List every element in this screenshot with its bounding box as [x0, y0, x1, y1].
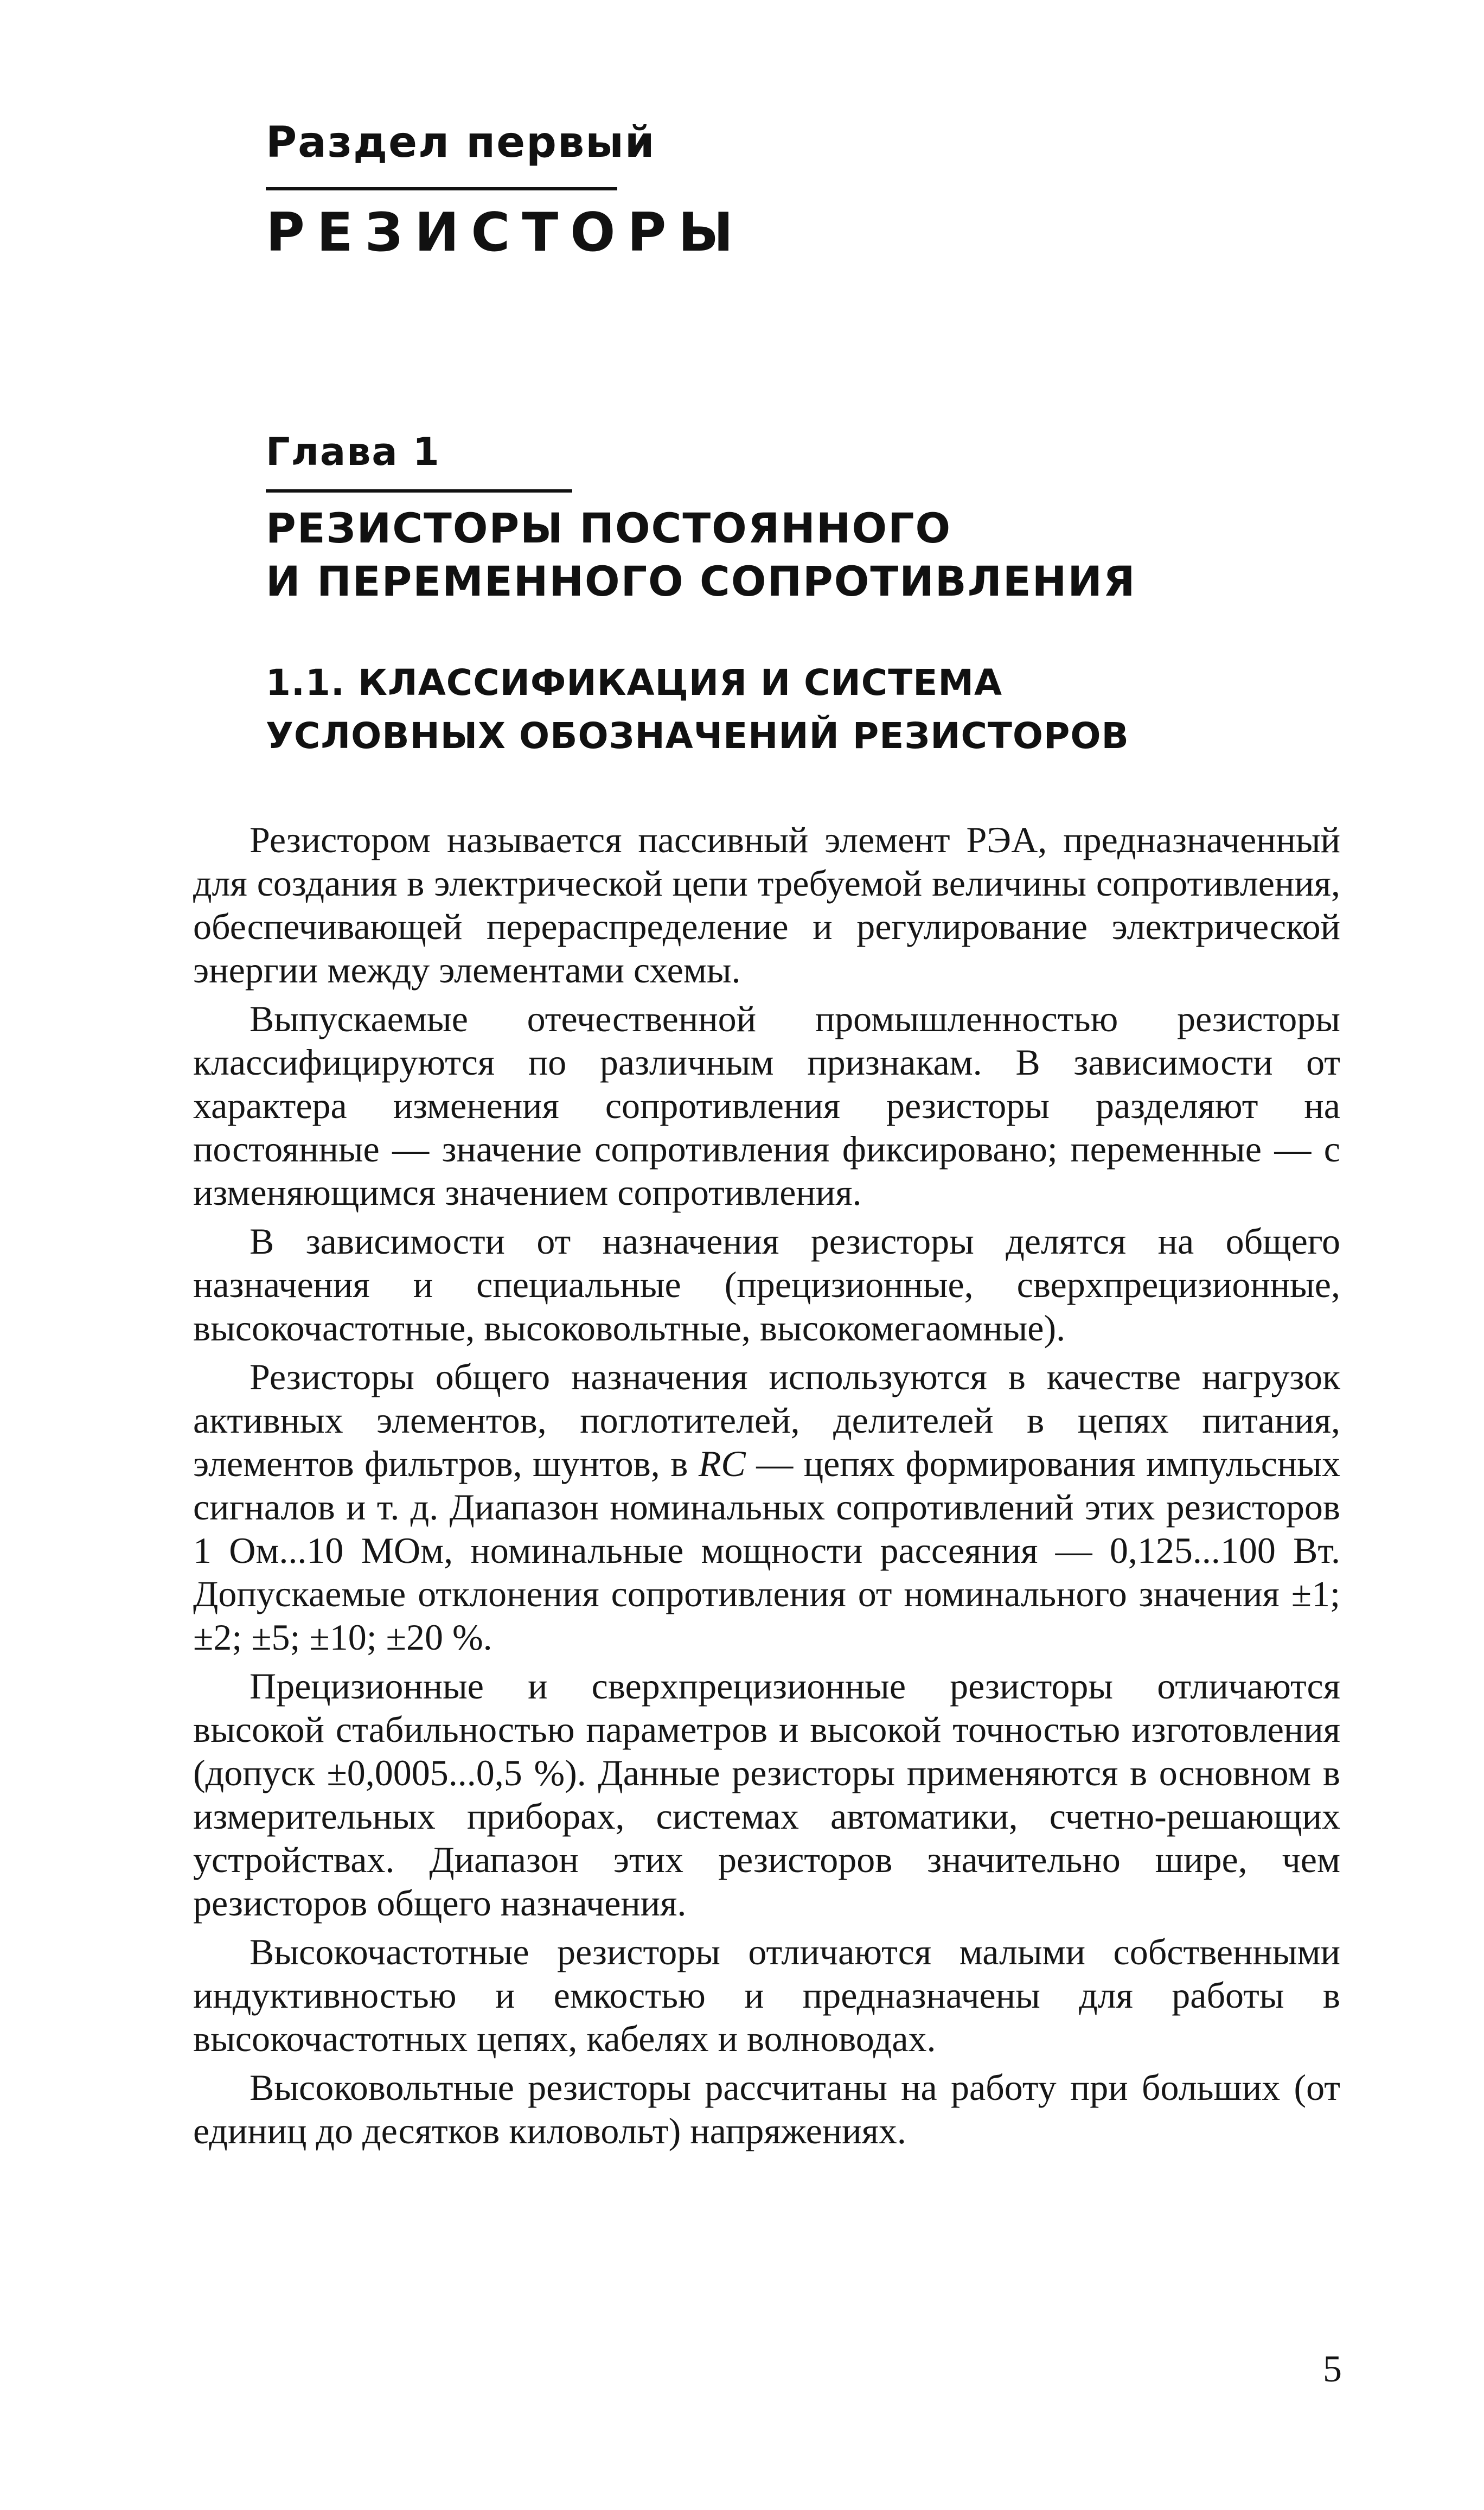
paragraph-3: В зависимости от назначения резисторы делятся на общего назначения и специальные (прецизионные, сверхпрецизионные, высокочастотные, высоковольтные, высокомегаомные). — [193, 1221, 1340, 1349]
subsection-title — [266, 656, 1129, 763]
section-label: Раздел первый — [266, 118, 656, 167]
paragraph-1: Резистором называется пассивный элемент РЭА, предназначенный для создания в электрической цепи требуемой величины сопротивления, обеспечивающей перераспределение и регулирование электрической энергии между элементами схемы. — [193, 819, 1340, 991]
chapter-title — [266, 502, 1136, 608]
paragraph-2: Выпускаемые отечественной промышленностью резисторы классифицируются по различным признакам. В зависимости от характера изменения сопротивления резисторы разделяют на постоянные — значение сопротивления фиксировано; переменные — с изменяющимся значением сопротивления. — [193, 998, 1340, 1213]
body-text — [193, 818, 1340, 2158]
chapter-title-line-1: РЕЗИСТОРЫ ПОСТОЯННОГО — [266, 504, 952, 552]
rc-term: RC — [698, 1443, 746, 1484]
paragraph-7: Высоковольтные резисторы рассчитаны на работу при больших (от единиц до десятков киловольт) напряжениях. — [193, 2067, 1340, 2151]
paragraph-4-start: Резисторы общего назначения используются в качестве нагрузок активных элементов, поглотителей, делителей в цепях питания, элементов фильтров, шунтов, в — [193, 1356, 1340, 1484]
section-underline — [266, 187, 617, 190]
paragraph-4-end: — цепях формирования импульсных сигналов и т. д. Диапазон номинальных сопротивлений этих резисторов 1 Ом...10 МОм, номинальные мощности рассеяния — 0,125...100 Вт. Допускаемые отклонения сопротивления от номинального значения ±1; ±2; ±5; ±10; ±20 %. — [193, 1443, 1340, 1658]
section-title: РЕЗИСТОРЫ — [266, 202, 745, 264]
subsection-title-line-1: 1.1. КЛАССИФИКАЦИЯ И СИСТЕМА — [266, 662, 1003, 704]
subsection-title-line-2: УСЛОВНЫХ ОБОЗНАЧЕНИЙ РЕЗИСТОРОВ — [266, 715, 1129, 757]
paragraph-6: Высокочастотные резисторы отличаются малыми собственными индуктивностью и емкостью и предназначены для работы в высокочастотных цепях, кабелях и волноводах. — [193, 1931, 1340, 2059]
chapter-title-line-2: И ПЕРЕМЕННОГО СОПРОТИВЛЕНИЯ — [266, 557, 1136, 605]
paragraph-4 — [193, 1355, 1340, 1659]
paragraph-5: Прецизионные и сверхпрецизионные резисторы отличаются высокой стабильностью параметров и высокой точностью изготовления (допуск ±0,0005...0,5 %). Данные резисторы применяются в основном в измерительных приборах, системах автоматики, счетно-решающих устройствах. Диапазон этих резисторов значительно шире, чем резисторов общего назначения. — [193, 1665, 1340, 1924]
page-number: 5 — [1323, 2348, 1342, 2390]
chapter-label: Глава 1 — [266, 430, 440, 474]
chapter-underline — [266, 489, 572, 493]
